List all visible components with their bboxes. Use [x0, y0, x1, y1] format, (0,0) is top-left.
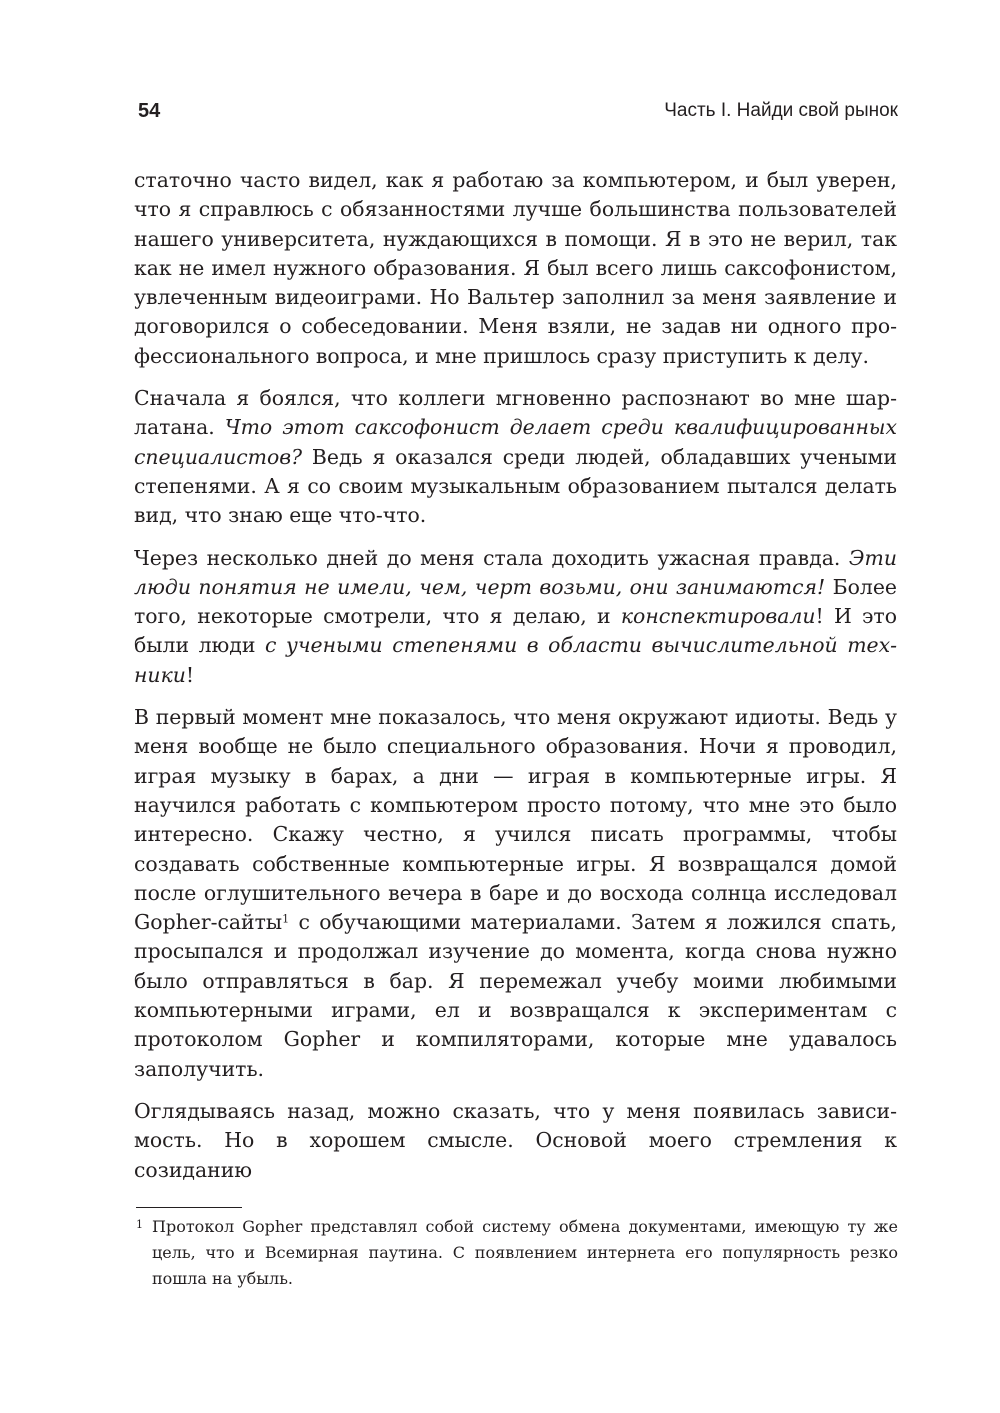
paragraph-5 — [134, 1097, 897, 1185]
main-text — [134, 166, 897, 1185]
paragraph-3-italic-b: Эти люди понятия не имели, чем, черт возьми, они занимаются! — [134, 545, 897, 599]
paragraph-4 — [134, 703, 897, 1084]
running-head: Часть I. Найди свой рынок — [664, 100, 898, 121]
footnote-marker: 1 — [136, 1218, 143, 1231]
paragraph-1-text: статочно часто видел, как я работаю за компьютером, и был уверен, что я справлюсь с обязанностями лучше большинства пользователей нашего университета, нуждающихся в помощи. Я в это не верил, так как не имел нужного образования. Я был всего лишь саксофонистом, увлеченным видеоиграми. Но Вальтер заполнил за меня заявление и договорился о собеседовании. Меня взяли, не задав ни одного профессионального вопроса, и мне пришлось сразу приступить к делу. — [134, 168, 897, 368]
paragraph-4-text-a: В первый момент мне показалось, что меня окружают идиоты. Ведь у меня вообще не было специального образования. Ночи я проводил, играя музыку в барах, а дни — играя в компьютерные игры. Я научился работать с компьютером просто потому, что мне это было интересно. Скажу честно, я учился писать программы, чтобы создавать собственные компьютерные игры. Я возвращался домой после оглушительного вечера в баре и до восхода солнца исследовал Gopher-сайты — [134, 705, 897, 935]
paragraph-2-italic: Что этот саксофонист делает среди квалифицированных специалистов? — [134, 415, 897, 469]
paragraph-4-text-b: с обучающими материалами. Затем я ложился спать, просыпался и продолжал изучение до момента, когда снова нужно было отправляться в бар. Я перемежал учебу моими любимыми компьютерными играми, ел и возвращался к экспериментам с протоколом Gopher и компиляторами, которые мне удавалось заполучить. — [134, 910, 897, 1081]
paragraph-2-text-a: Сначала я боялся, что коллеги мгновенно распознают во мне шарлатана. — [134, 386, 897, 440]
paragraph-3-text-g: ! — [185, 662, 195, 687]
footnote — [136, 1214, 898, 1292]
paragraph-3-text-c: Более того, некоторые смотрели, что я делаю, и — [134, 574, 897, 629]
paragraph-3-italic-d: конспектировали — [620, 604, 816, 629]
paragraph-2-text-c: Ведь я оказался среди людей, обладавших учеными степенями. А я со своим музыкальным образованием пытался делать вид, что знаю еще что-что. — [134, 444, 897, 528]
paragraph-3-text-e: ! И это были люди — [134, 604, 897, 658]
page-number: 54 — [138, 100, 161, 122]
paragraph-5-text: Оглядываясь назад, можно сказать, что у меня появилась зависимость. Но в хорошем смысле. Основой моего стремления к созиданию — [134, 1098, 897, 1182]
footnote-text: Протокол Gopher представлял собой систему обмена документами, имеющую ту же цель, что и Всемирная паутина. С появлением интернета его популярность резко пошла на убыль. — [152, 1217, 898, 1288]
footnote-reference: 1 — [282, 912, 290, 926]
paragraph-3 — [134, 544, 897, 690]
footnote-divider — [136, 1207, 242, 1208]
paragraph-3-italic-f: с учеными степенями в области вычислительной техники — [134, 633, 897, 687]
paragraph-1 — [134, 166, 897, 371]
paragraph-2 — [134, 384, 897, 530]
page-header — [138, 100, 898, 130]
paragraph-3-text-a: Через несколько дней до меня стала доходить ужасная правда. — [134, 545, 849, 570]
